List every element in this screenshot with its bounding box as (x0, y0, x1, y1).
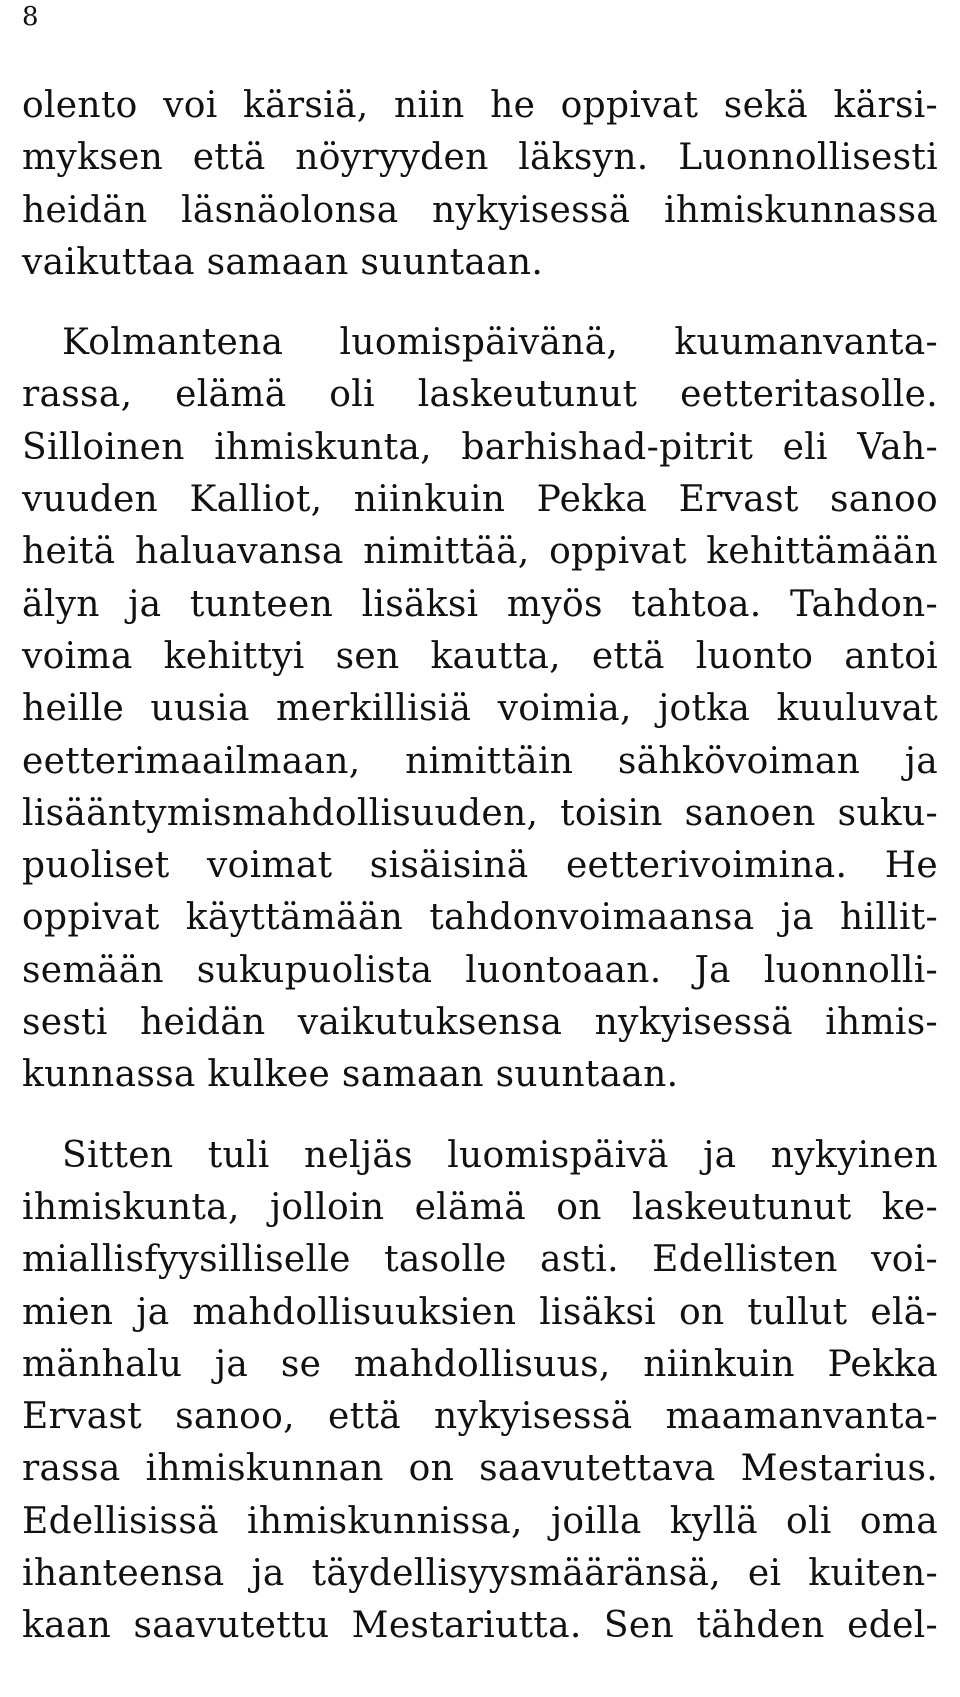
paragraph-gap (22, 1102, 938, 1130)
text-line: rassa, elämä oli laskeutunut eetteritasolle. (22, 374, 938, 416)
text-line: kunnassa kulkee samaan suuntaan. (22, 1054, 679, 1096)
text-line: olento voi kärsiä, niin he oppivat sekä kärsi- (22, 85, 938, 126)
body-text (22, 80, 938, 1653)
text-line: ihanteensa ja täydellisyysmääränsä, ei kuiten- (22, 1553, 938, 1595)
text-line: sesti heidän vaikutuksensa nykyisessä ihmis- (22, 1002, 938, 1044)
text-line: mien ja mahdollisuuksien lisäksi on tullut elä- (22, 1291, 938, 1333)
paragraph-gap (22, 289, 938, 317)
text-line: Kolmantena luomispäivänä, kuumanvanta- (62, 322, 938, 364)
text-line: oppivat käyttämään tahdonvoimaansa ja hillit- (22, 897, 938, 939)
text-line: heitä haluavansa nimittää, oppivat kehittämään (22, 531, 938, 573)
text-line: Sitten tuli neljäs luomispäivä ja nykyinen (62, 1134, 938, 1176)
text-line: vaikuttaa samaan suuntaan. (22, 241, 544, 283)
text-line: myksen että nöyryyden läksyn. Luonnollisesti (22, 137, 938, 179)
text-line: mänhalu ja se mahdollisuus, niinkuin Pekka (22, 1343, 938, 1385)
text-line: heille uusia merkillisiä voimia, jotka kuuluvat (22, 688, 938, 730)
text-line: puoliset voimat sisäisinä eetterivoimina. He (22, 845, 938, 887)
text-line: miallisfyysilliselle tasolle asti. Edellisten voi- (22, 1239, 938, 1281)
paragraph-3 (22, 1130, 938, 1653)
text-line: älyn ja tunteen lisäksi myös tahtoa. Tahdon- (22, 583, 938, 625)
text-line: ihmiskunta, jolloin elämä on laskeutunut ke- (22, 1186, 938, 1228)
text-line: heidän läsnäolonsa nykyisessä ihmiskunnassa (22, 189, 938, 231)
text-line: Ervast sanoo, että nykyisessä maamanvanta- (22, 1396, 938, 1438)
text-line: semään sukupuolista luontoaan. Ja luonnolli- (22, 949, 938, 991)
text-line: rassa ihmiskunnan on saavutettava Mestarius. (22, 1448, 938, 1490)
text-line: kaan saavutettu Mestariutta. Sen tähden edel- (22, 1605, 938, 1647)
paragraph-1 (22, 80, 938, 289)
paragraph-2 (22, 317, 938, 1101)
text-line: eetterimaailmaan, nimittäin sähkövoiman ja (22, 740, 938, 782)
text-line: voima kehittyi sen kautta, että luonto antoi (22, 635, 938, 677)
text-line: vuuden Kalliot, niinkuin Pekka Ervast sanoo (22, 479, 938, 521)
page-number: 8 (22, 2, 39, 32)
text-line: lisääntymismahdollisuuden, toisin sanoen suku- (22, 792, 938, 834)
text-line: Silloinen ihmiskunta, barhishad-pitrit eli Vah- (22, 426, 938, 468)
text-line: Edellisissä ihmiskunnissa, joilla kyllä oli oma (22, 1500, 938, 1542)
